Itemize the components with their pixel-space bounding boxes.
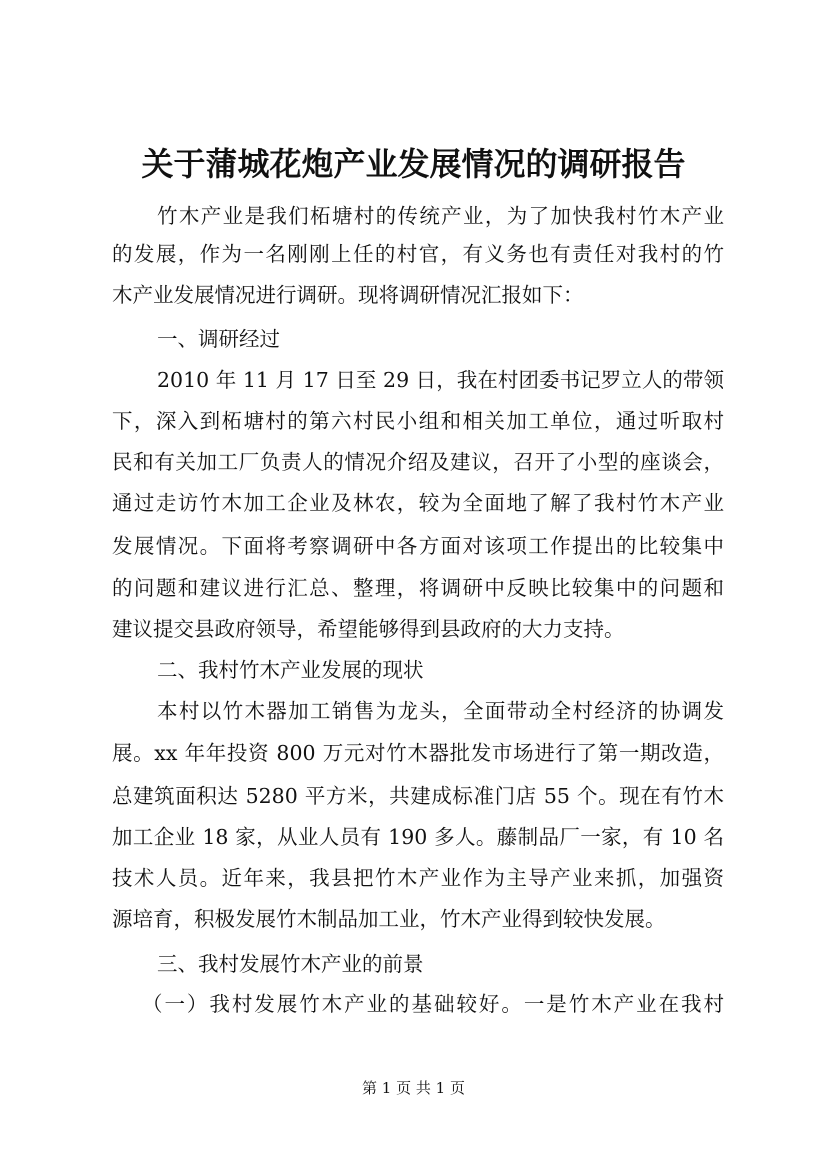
- paragraph-line: 2010 年 11 月 17 日至 29 日，我在村团委书记罗立人的带领: [157, 368, 724, 392]
- paragraph-line: 下，深入到柘塘村的第六村民小组和相关加工单位，通过听取村: [112, 409, 724, 433]
- paragraph-line: 发展情况。下面将考察调研中各方面对该项工作提出的比较集中: [112, 534, 724, 558]
- paragraph-line: 展。xx 年年投资 800 万元对竹木器批发市场进行了第一期改造，: [112, 741, 724, 765]
- paragraph-line: 源培育，积极发展竹木制品加工业，竹木产业得到较快发展。: [112, 907, 666, 931]
- paragraph-line: 木产业发展情况进行调研。现将调研情况汇报如下：: [112, 283, 584, 307]
- paragraph-line: 竹木产业是我们柘塘村的传统产业，为了加快我村竹木产业: [157, 204, 724, 228]
- paragraph-line: 建议提交县政府领导，希望能够得到县政府的大力支持。: [112, 617, 625, 641]
- page-footer: 第 1 页 共 1 页: [362, 1079, 465, 1097]
- paragraph-line: 民和有关加工厂负责人的情况介绍及建议，召开了小型的座谈会，: [112, 450, 724, 474]
- paragraph-line: 总建筑面积达 5280 平方米，共建成标准门店 55 个。现在有竹木: [112, 784, 724, 808]
- paragraph-line: 技术人员。近年来，我县把竹木产业作为主导产业来抓，加强资: [112, 866, 724, 890]
- paragraph-line: 本村以竹木器加工销售为龙头，全面带动全村经济的协调发: [157, 699, 724, 723]
- document-title: 关于蒲城花炮产业发展情况的调研报告: [141, 145, 686, 183]
- paragraph-line: 加工企业 18 家，从业人员有 190 多人。藤制品厂一家，有 10 名: [112, 825, 724, 849]
- paragraph-line: 的发展，作为一名刚刚上任的村官，有义务也有责任对我村的竹: [112, 242, 724, 266]
- section-heading: 三、我村发展竹木产业的前景: [157, 952, 424, 976]
- paragraph-line: （一）我村发展竹木产业的基础较好。一是竹木产业在我村: [142, 992, 724, 1016]
- paragraph-line: 通过走访竹木加工企业及林农，较为全面地了解了我村竹木产业: [112, 491, 724, 515]
- paragraph-line: 的问题和建议进行汇总、整理，将调研中反映比较集中的问题和: [112, 576, 724, 600]
- section-heading: 一、调研经过: [157, 327, 280, 351]
- section-heading: 二、我村竹木产业发展的现状: [157, 658, 424, 682]
